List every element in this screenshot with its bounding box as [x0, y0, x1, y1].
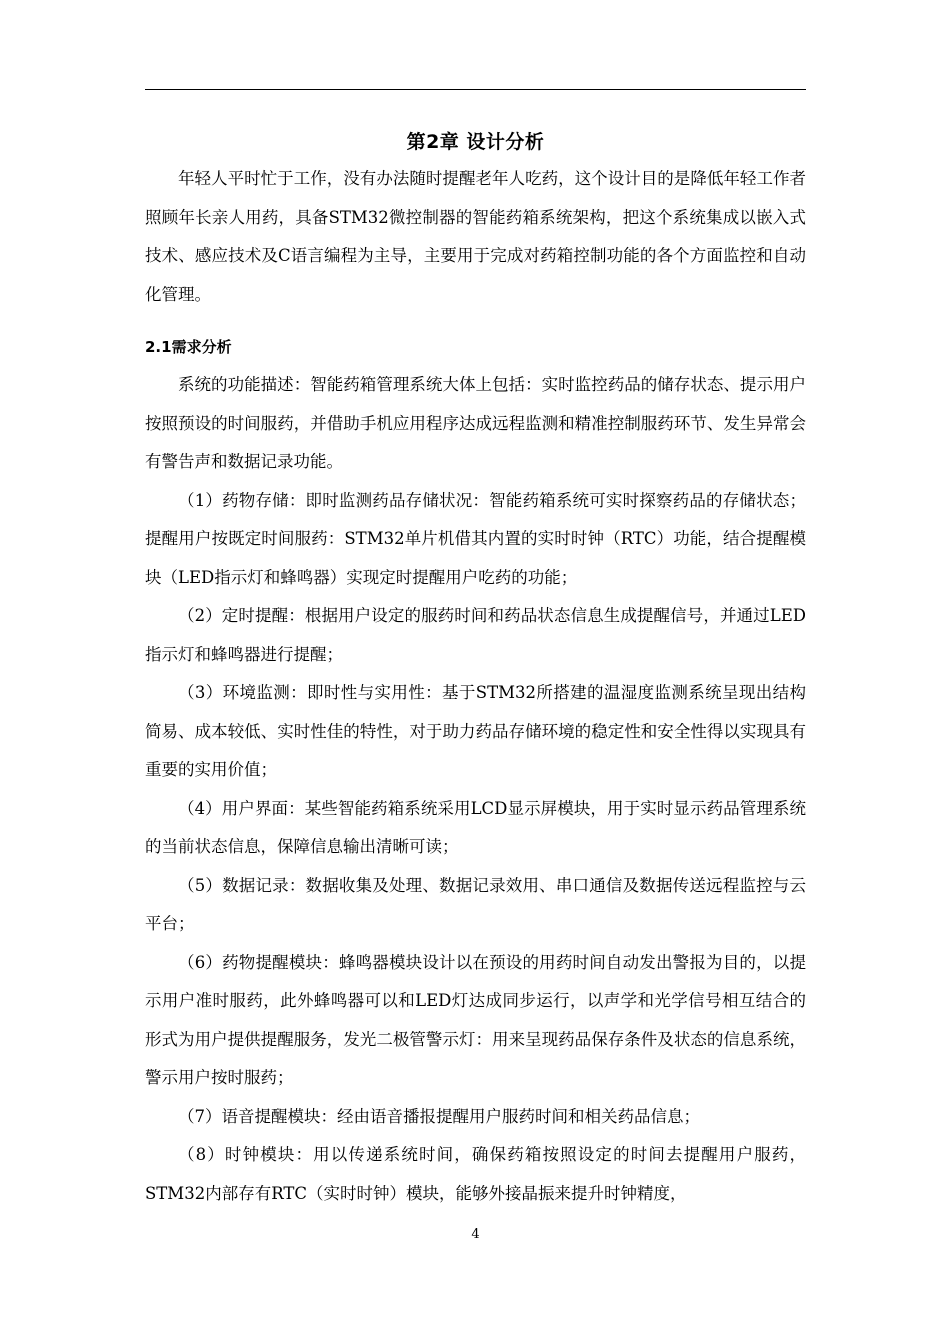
- requirement-item-storage: （1）药物存储：即时监测药品存储状况：智能药箱系统可实时探察药品的存储状态；提醒用户按既定时间服药：STM32单片机借其内置的实时时钟（RTC）功能，结合提醒模块（LED指示灯和蜂鸣器）实现定时提醒用户吃药的功能；: [145, 490, 806, 587]
- requirement-item-data-logging: （5）数据记录：数据收集及处理、数据记录效用、串口通信及数据传送远程监控与云平台；: [145, 875, 806, 933]
- chapter-title: 第2章 设计分析: [406, 131, 545, 153]
- section-heading: 2.1需求分析: [145, 338, 232, 356]
- requirement-item-medicine-reminder-module: （6）药物提醒模块：蜂鸣器模块设计以在预设的用药时间自动发出警报为目的，以提示用户准时服药，此外蜂鸣器可以和LED灯达成同步运行，以声学和光学信号相互结合的形式为用户提供提醒服务，发光二极管警示灯：用来呈现药品保存条件及状态的信息系统，警示用户按时服药；: [145, 952, 806, 1087]
- requirement-item-environment-monitoring: （3）环境监测：即时性与实用性：基于STM32所搭建的温湿度监测系统呈现出结构简易、成本较低、实时性佳的特性，对于助力药品存储环境的稳定性和安全性得以实现具有重要的实用价值；: [145, 683, 806, 779]
- requirement-item-user-interface: （4）用户界面：某些智能药箱系统采用LCD显示屏模块，用于实时显示药品管理系统的当前状态信息，保障信息输出清晰可读；: [145, 798, 806, 856]
- requirement-item-timed-reminder: （2）定时提醒：根据用户设定的服药时间和药品状态信息生成提醒信号，并通过LED指示灯和蜂鸣器进行提醒；: [145, 606, 806, 664]
- page-number: 4: [471, 1227, 480, 1242]
- header-rule: [145, 89, 806, 90]
- requirement-item-voice-reminder-module: （7）语音提醒模块：经由语音播报提醒用户服药时间和相关药品信息；: [178, 1106, 700, 1126]
- document-body: [145, 160, 806, 1213]
- requirement-item-clock-module: （8）时钟模块：用以传递系统时间，确保药箱按照设定的时间去提醒用户服药，STM32内部存有RTC（实时时钟）模块，能够外接晶振来提升时钟精度，: [145, 1145, 806, 1203]
- intro-paragraph: 年轻人平时忙于工作，没有办法随时提醒老年人吃药，这个设计目的是降低年轻工作者照顾年长亲人用药，具备STM32微控制器的智能药箱系统架构，把这个系统集成以嵌入式技术、感应技术及C语言编程为主导，主要用于完成对药箱控制功能的各个方面监控和自动化管理。: [145, 169, 806, 304]
- function-description-paragraph: 系统的功能描述：智能药箱管理系统大体上包括：实时监控药品的储存状态、提示用户按照预设的时间服药，并借助手机应用程序达成远程监测和精准控制服药环节、发生异常会有警告声和数据记录功能。: [145, 375, 806, 471]
